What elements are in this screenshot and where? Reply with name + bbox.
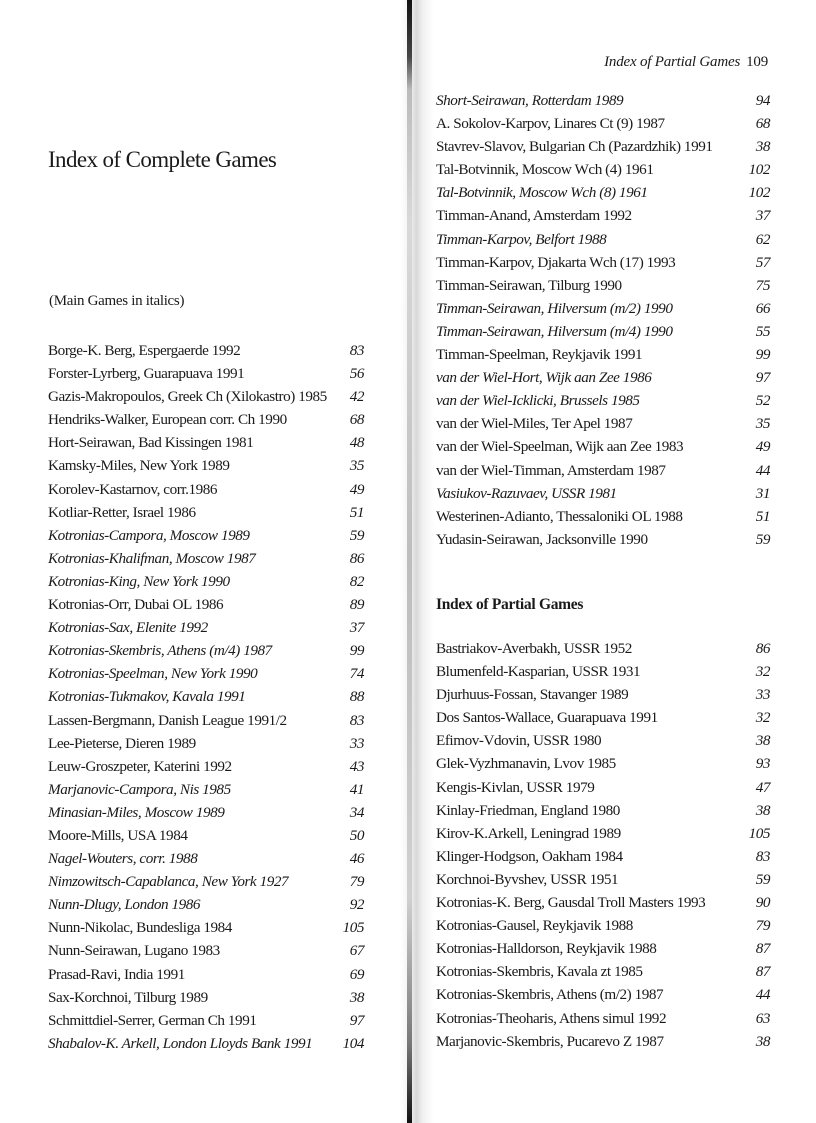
- complete-game-entry: [48, 411, 364, 434]
- complete-game-entry: [436, 115, 770, 138]
- game-page-number: 89: [349, 596, 364, 614]
- game-page-number: 69: [349, 965, 364, 983]
- game-title: Kotronias-Gausel, Reykjavik 1988: [436, 917, 633, 935]
- complete-game-entry: [48, 758, 364, 781]
- game-title: Prasad-Ravi, India 1991: [48, 965, 185, 983]
- partial-game-entry: [436, 940, 770, 963]
- game-title: Kotronias-Halldorson, Reykjavik 1988: [436, 940, 657, 958]
- game-page-number: 83: [755, 847, 770, 865]
- game-page-number: 68: [349, 411, 364, 429]
- game-page-number: 90: [755, 894, 770, 912]
- game-page-number: 44: [755, 986, 770, 1004]
- game-title: Tal-Botvinnik, Moscow Wch (4) 1961: [436, 161, 654, 179]
- game-page-number: 57: [755, 253, 770, 271]
- game-page-number: 38: [349, 988, 364, 1006]
- partial-game-entry: [436, 871, 770, 894]
- complete-game-entry: [48, 873, 364, 896]
- game-page-number: 83: [349, 711, 364, 729]
- game-page-number: 41: [349, 780, 364, 798]
- game-title: van der Wiel-Timman, Amsterdam 1987: [436, 461, 666, 479]
- game-title: Timman-Seirawan, Hilversum (m/4) 1990: [436, 322, 673, 340]
- partial-game-entry: [436, 963, 770, 986]
- game-page-number: 59: [349, 526, 364, 544]
- game-page-number: 102: [748, 161, 770, 179]
- game-title: Nagel-Wouters, corr. 1988: [48, 850, 198, 868]
- game-title: Moore-Mills, USA 1984: [48, 826, 188, 844]
- partial-game-entry: [436, 755, 770, 778]
- game-title: Leuw-Groszpeter, Katerini 1992: [48, 757, 232, 775]
- game-page-number: 68: [755, 115, 770, 133]
- complete-game-entry: [436, 161, 770, 184]
- game-page-number: 49: [349, 480, 364, 498]
- complete-game-entry: [436, 300, 770, 323]
- game-title: Timman-Karpov, Belfort 1988: [436, 230, 607, 248]
- complete-game-entry: [436, 92, 770, 115]
- partial-game-entry: [436, 894, 770, 917]
- complete-game-entry: [436, 462, 770, 485]
- complete-game-entry: [436, 184, 770, 207]
- game-page-number: 42: [349, 388, 364, 406]
- complete-game-entry: [48, 735, 364, 758]
- game-page-number: 94: [755, 92, 770, 109]
- complete-game-entry: [48, 342, 364, 365]
- game-title: Short-Seirawan, Rotterdam 1989: [436, 92, 624, 109]
- partial-game-entry: [436, 640, 770, 663]
- game-title: Kotronias-Khalifman, Moscow 1987: [48, 549, 256, 567]
- game-title: Nimzowitsch-Capablanca, New York 1927: [48, 873, 289, 891]
- game-title: Stavrev-Slavov, Bulgarian Ch (Pazardzhik) 1991: [436, 138, 713, 156]
- game-page-number: 74: [349, 665, 364, 683]
- game-page-number: 50: [349, 826, 364, 844]
- partial-game-entry: [436, 1033, 770, 1056]
- game-page-number: 75: [755, 276, 770, 294]
- complete-game-entry: [48, 642, 364, 665]
- game-page-number: 52: [755, 392, 770, 410]
- game-title: Kotronias-Skembris, Athens (m/2) 1987: [436, 986, 664, 1004]
- complete-game-entry: [436, 231, 770, 254]
- game-title: Minasian-Miles, Moscow 1989: [48, 803, 225, 821]
- game-title: Dos Santos-Wallace, Guarapuava 1991: [436, 709, 658, 727]
- partial-game-entry: [436, 709, 770, 732]
- game-page-number: 97: [349, 1011, 364, 1029]
- complete-game-entry: [48, 550, 364, 573]
- partial-games-list: [436, 640, 770, 1056]
- game-page-number: 31: [755, 484, 770, 502]
- game-page-number: 48: [349, 434, 364, 452]
- complete-game-entry: [436, 508, 770, 531]
- game-title: Kotronias-King, New York 1990: [48, 572, 230, 590]
- partial-game-entry: [436, 917, 770, 940]
- game-page-number: 37: [755, 207, 770, 225]
- game-page-number: 83: [349, 342, 364, 359]
- game-title: Yudasin-Seirawan, Jacksonville 1990: [436, 530, 648, 548]
- complete-game-entry: [48, 457, 364, 480]
- complete-game-entry: [48, 942, 364, 965]
- game-title: Timman-Speelman, Reykjavik 1991: [436, 346, 643, 364]
- game-page-number: 59: [755, 530, 770, 548]
- partial-game-entry: [436, 732, 770, 755]
- game-page-number: 63: [755, 1009, 770, 1027]
- complete-game-entry: [436, 438, 770, 461]
- game-title: Kotronias-Speelman, New York 1990: [48, 665, 258, 683]
- game-title: Kotronias-Theoharis, Athens simul 1992: [436, 1009, 667, 1027]
- game-title: Forster-Lyrberg, Guarapuava 1991: [48, 365, 245, 383]
- complete-game-entry: [48, 365, 364, 388]
- game-title: Timman-Anand, Amsterdam 1992: [436, 207, 632, 225]
- complete-game-entry: [48, 688, 364, 711]
- game-title: Klinger-Hodgson, Oakham 1984: [436, 847, 623, 865]
- game-title: Kirov-K.Arkell, Leningrad 1989: [436, 824, 621, 842]
- partial-game-entry: [436, 779, 770, 802]
- game-page-number: 82: [349, 572, 364, 590]
- game-title: van der Wiel-Miles, Ter Apel 1987: [436, 415, 633, 433]
- game-page-number: 86: [349, 549, 364, 567]
- complete-game-entry: [436, 277, 770, 300]
- game-page-number: 32: [755, 709, 770, 727]
- game-title: Kotronias-Sax, Elenite 1992: [48, 619, 208, 637]
- partial-game-entry: [436, 686, 770, 709]
- game-page-number: 32: [755, 663, 770, 681]
- complete-game-entry: [48, 619, 364, 642]
- game-page-number: 102: [748, 184, 770, 202]
- game-title: Timman-Karpov, Djakarta Wch (17) 1993: [436, 253, 676, 271]
- game-page-number: 49: [755, 438, 770, 456]
- complete-game-entry: [48, 850, 364, 873]
- game-page-number: 79: [755, 917, 770, 935]
- complete-game-entry: [48, 527, 364, 550]
- game-title: Kotronias-Skembris, Kavala zt 1985: [436, 963, 643, 981]
- game-title: Blumenfeld-Kasparian, USSR 1931: [436, 663, 641, 681]
- game-page-number: 35: [755, 415, 770, 433]
- complete-game-entry: [48, 481, 364, 504]
- game-page-number: 35: [349, 457, 364, 475]
- complete-game-entry: [48, 1012, 364, 1035]
- game-title: Kotronias-Campora, Moscow 1989: [48, 526, 250, 544]
- complete-games-title: Index of Complete Games: [48, 147, 277, 172]
- game-page-number: 55: [755, 322, 770, 340]
- game-title: Kotronias-Tukmakov, Kavala 1991: [48, 688, 246, 706]
- game-title: Lee-Pieterse, Dieren 1989: [48, 734, 196, 752]
- book-gutter: [400, 0, 434, 1123]
- game-title: Lassen-Bergmann, Danish League 1991/2: [48, 711, 287, 729]
- game-title: Kotronias-Orr, Dubai OL 1986: [48, 596, 224, 614]
- game-page-number: 46: [349, 850, 364, 868]
- game-title: Borge-K. Berg, Espergaerde 1992: [48, 342, 241, 359]
- game-page-number: 34: [349, 803, 364, 821]
- game-title: Korchnoi-Byvshev, USSR 1951: [436, 870, 619, 888]
- complete-game-entry: [436, 323, 770, 346]
- partial-game-entry: [436, 802, 770, 825]
- complete-game-entry: [48, 989, 364, 1012]
- game-page-number: 86: [755, 640, 770, 657]
- game-title: Schmittdiel-Serrer, German Ch 1991: [48, 1011, 257, 1029]
- game-page-number: 92: [349, 896, 364, 914]
- complete-game-entry: [48, 781, 364, 804]
- complete-game-entry: [48, 896, 364, 919]
- partial-game-entry: [436, 825, 770, 848]
- complete-game-entry: [48, 665, 364, 688]
- complete-game-entry: [436, 369, 770, 392]
- game-page-number: 99: [349, 642, 364, 660]
- game-title: Glek-Vyzhmanavin, Lvov 1985: [436, 755, 616, 773]
- game-title: van der Wiel-Speelman, Wijk aan Zee 1983: [436, 438, 684, 456]
- game-title: Westerinen-Adianto, Thessaloniki OL 1988: [436, 507, 683, 525]
- complete-game-entry: [48, 504, 364, 527]
- game-page-number: 62: [755, 230, 770, 248]
- game-title: Efimov-Vdovin, USSR 1980: [436, 732, 602, 750]
- game-title: Djurhuus-Fossan, Stavanger 1989: [436, 686, 629, 704]
- game-page-number: 99: [755, 346, 770, 364]
- game-title: Sax-Korchnoi, Tilburg 1989: [48, 988, 208, 1006]
- game-title: Marjanovic-Skembris, Pucarevo Z 1987: [436, 1032, 664, 1050]
- game-page-number: 38: [755, 138, 770, 156]
- complete-game-entry: [48, 573, 364, 596]
- game-page-number: 88: [349, 688, 364, 706]
- complete-game-entry: [436, 346, 770, 369]
- game-title: Hendriks-Walker, European corr. Ch 1990: [48, 411, 287, 429]
- game-page-number: 38: [755, 1032, 770, 1050]
- game-page-number: 97: [755, 369, 770, 387]
- complete-game-entry: [48, 804, 364, 827]
- partial-game-entry: [436, 1010, 770, 1033]
- complete-game-entry: [436, 138, 770, 161]
- italics-note: (Main Games in italics): [49, 293, 185, 309]
- game-page-number: 43: [349, 757, 364, 775]
- game-title: Kamsky-Miles, New York 1989: [48, 457, 230, 475]
- game-title: Nunn-Dlugy, London 1986: [48, 896, 201, 914]
- game-page-number: 87: [755, 940, 770, 958]
- game-title: Kotliar-Retter, Israel 1986: [48, 503, 196, 521]
- game-page-number: 56: [349, 365, 364, 383]
- game-page-number: 104: [342, 1034, 364, 1052]
- game-title: Shabalov-K. Arkell, London Lloyds Bank 1991: [48, 1034, 313, 1052]
- complete-game-entry: [48, 388, 364, 411]
- game-page-number: 93: [755, 755, 770, 773]
- game-page-number: 66: [755, 299, 770, 317]
- game-title: Bastriakov-Averbakh, USSR 1952: [436, 640, 632, 657]
- game-title: Kengis-Kivlan, USSR 1979: [436, 778, 595, 796]
- game-page-number: 67: [349, 942, 364, 960]
- partial-game-entry: [436, 663, 770, 686]
- complete-games-list-right: [436, 92, 770, 554]
- game-title: Hort-Seirawan, Bad Kissingen 1981: [48, 434, 254, 452]
- complete-game-entry: [48, 827, 364, 850]
- game-page-number: 44: [755, 461, 770, 479]
- running-head: [604, 54, 768, 71]
- game-title: Kotronias-K. Berg, Gausdal Troll Masters 1993: [436, 894, 706, 912]
- complete-game-entry: [436, 392, 770, 415]
- game-title: Marjanovic-Campora, Nis 1985: [48, 780, 231, 798]
- game-page-number: 105: [748, 824, 770, 842]
- game-title: Kinlay-Friedman, England 1980: [436, 801, 620, 819]
- complete-game-entry: [48, 712, 364, 735]
- game-page-number: 105: [342, 919, 364, 937]
- game-title: Kotronias-Skembris, Athens (m/4) 1987: [48, 642, 272, 660]
- partial-game-entry: [436, 986, 770, 1009]
- game-title: Nunn-Seirawan, Lugano 1983: [48, 942, 220, 960]
- game-page-number: 33: [755, 686, 770, 704]
- game-page-number: 33: [349, 734, 364, 752]
- game-title: Vasiukov-Razuvaev, USSR 1981: [436, 484, 617, 502]
- game-title: Timman-Seirawan, Tilburg 1990: [436, 276, 622, 294]
- game-title: Gazis-Makropoulos, Greek Ch (Xilokastro) 1985: [48, 388, 327, 406]
- complete-game-entry: [48, 966, 364, 989]
- game-title: van der Wiel-Hort, Wijk aan Zee 1986: [436, 369, 652, 387]
- game-page-number: 38: [755, 801, 770, 819]
- game-title: A. Sokolov-Karpov, Linares Ct (9) 1987: [436, 115, 665, 133]
- complete-game-entry: [436, 207, 770, 230]
- game-page-number: 87: [755, 963, 770, 981]
- book-spine: [407, 0, 412, 1123]
- running-head-title: Index of Partial Games: [604, 54, 741, 70]
- game-title: Nunn-Nikolac, Bundesliga 1984: [48, 919, 232, 937]
- complete-game-entry: [436, 415, 770, 438]
- complete-game-entry: [48, 596, 364, 619]
- complete-game-entry: [48, 434, 364, 457]
- complete-game-entry: [436, 254, 770, 277]
- page-number: 109: [746, 54, 768, 70]
- game-page-number: 37: [349, 619, 364, 637]
- complete-game-entry: [48, 1035, 364, 1058]
- game-page-number: 38: [755, 732, 770, 750]
- game-page-number: 79: [349, 873, 364, 891]
- complete-game-entry: [48, 919, 364, 942]
- game-page-number: 59: [755, 870, 770, 888]
- game-title: Tal-Botvinnik, Moscow Wch (8) 1961: [436, 184, 648, 202]
- game-title: Korolev-Kastarnov, corr.1986: [48, 480, 218, 498]
- complete-game-entry: [436, 485, 770, 508]
- partial-games-title: Index of Partial Games: [436, 596, 584, 613]
- complete-games-list-left: [48, 342, 364, 1058]
- game-title: Timman-Seirawan, Hilversum (m/2) 1990: [436, 299, 673, 317]
- game-page-number: 51: [349, 503, 364, 521]
- game-page-number: 51: [755, 507, 770, 525]
- game-title: van der Wiel-Icklicki, Brussels 1985: [436, 392, 640, 410]
- game-page-number: 47: [755, 778, 770, 796]
- complete-game-entry: [436, 531, 770, 554]
- partial-game-entry: [436, 848, 770, 871]
